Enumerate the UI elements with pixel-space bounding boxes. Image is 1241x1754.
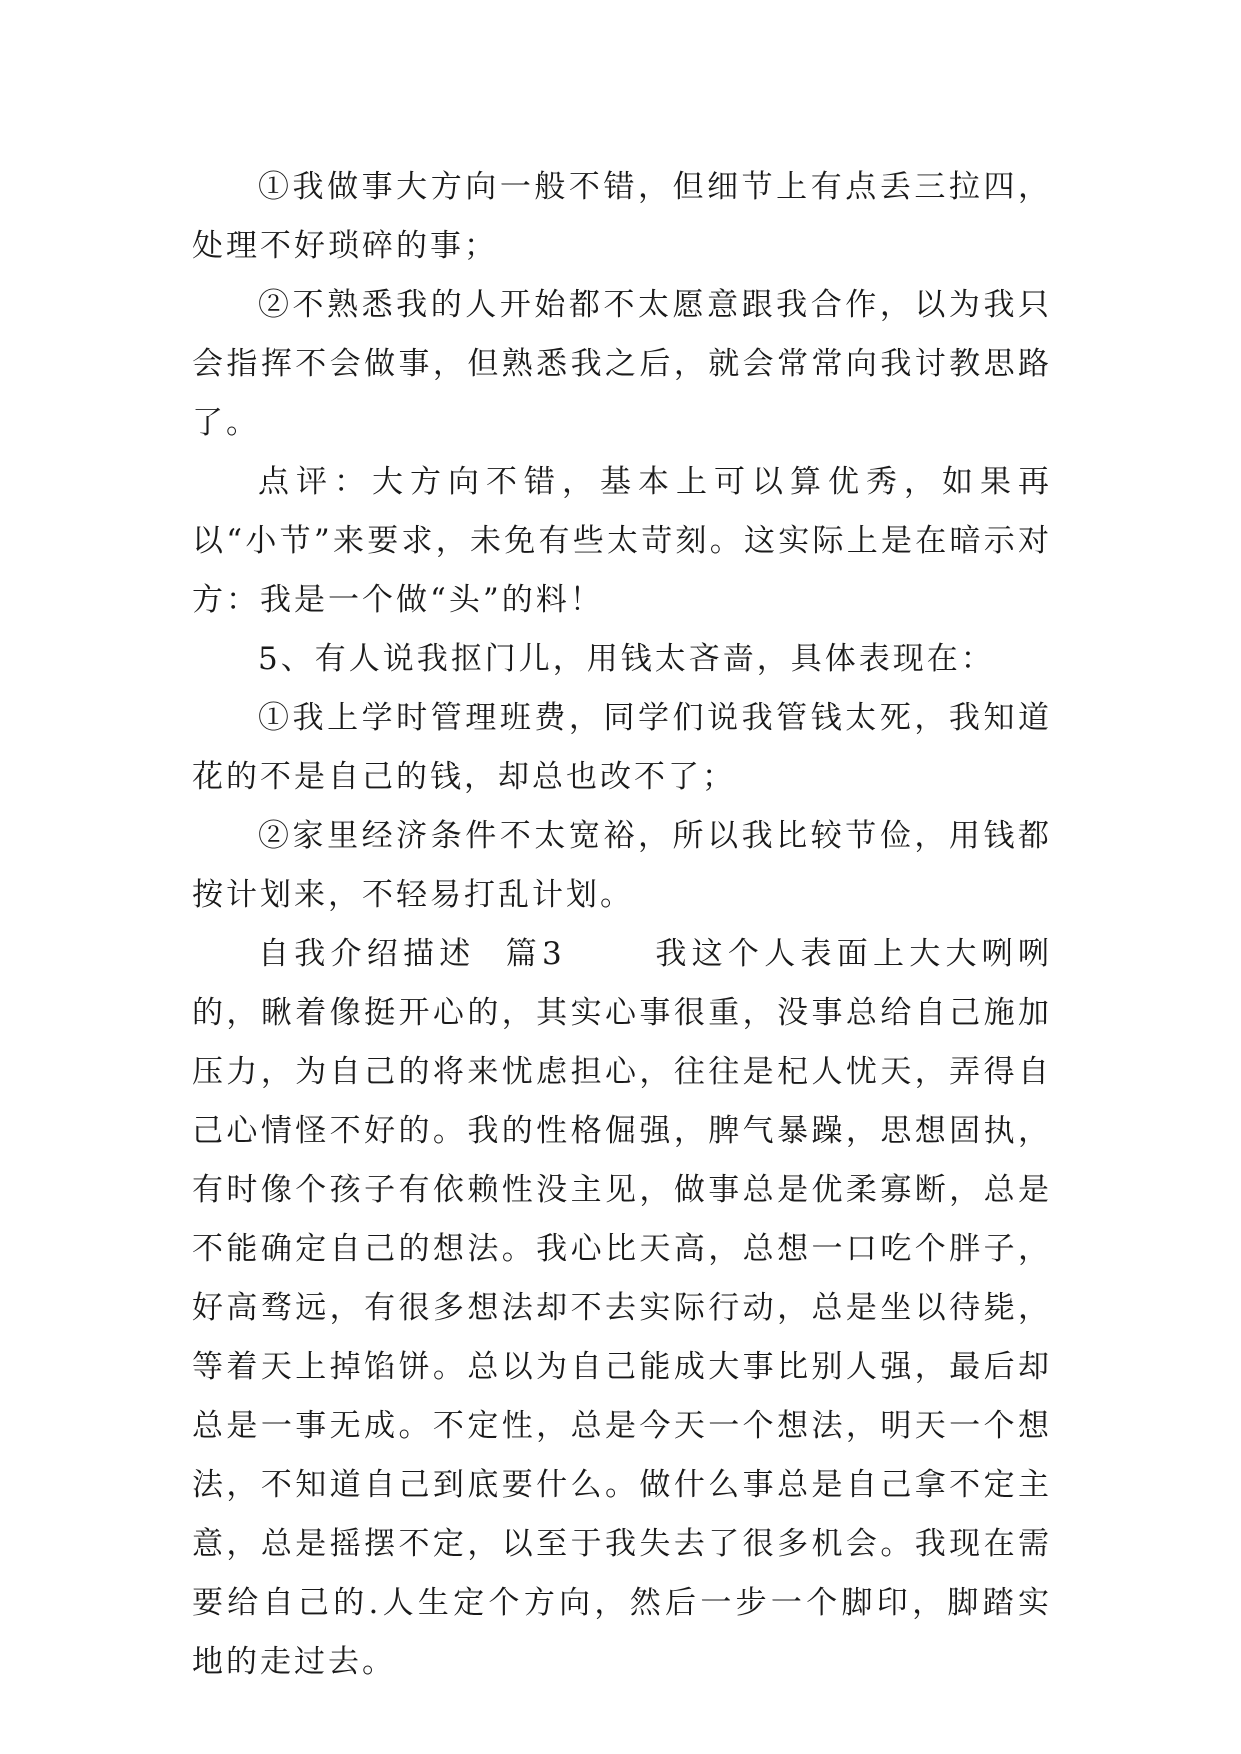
paragraph-class-fee: ①我上学时管理班费，同学们说我管钱太死，我知道花的不是自己的钱，却总也改不了； bbox=[192, 700, 1052, 795]
paragraph-comment: 点评：大方向不错，基本上可以算优秀，如果再以“小节”来要求，未免有些太苛刻。这实际上是在暗示对方：我是一个做“头”的料！ bbox=[192, 464, 1052, 618]
paragraph-cooperation: ②不熟悉我的人开始都不太愿意跟我合作，以为我只会指挥不会做事，但熟悉我之后，就会常常向我讨教思路了。 bbox=[192, 287, 1052, 441]
paragraph-self-intro-3: 自我介绍描述 篇3 我这个人表面上大大咧咧的，瞅着像挺开心的，其实心事很重，没事总给自己施加压力，为自己的将来忧虑担心，往往是杞人忧天，弄得自己心情怪不好的。我的性格倔强，脾气暴躁，思想固执，有时像个孩子有依赖性没主见，做事总是优柔寡断，总是不能确定自己的想法。我心比天高，总想一口吃个胖子，好高骛远，有很多想法却不去实际行动，总是坐以待毙，等着天上掉馅饼。总以为自己能成大事比别人强，最后却总是一事无成。不定性，总是今天一个想法，明天一个想法，不知道自己到底要什么。做什么事总是自己拿不定主意，总是摇摆不定，以至于我失去了很多机会。我现在需要给自己的.人生定个方向，然后一步一个脚印，脚踏实地的走过去。 bbox=[192, 936, 1052, 1680]
paragraph-detail-strengths: ①我做事大方向一般不错，但细节上有点丢三拉四，处理不好琐碎的事； bbox=[192, 169, 1052, 264]
paragraph-frugal: ②家里经济条件不太宽裕，所以我比较节俭，用钱都按计划来，不轻易打乱计划。 bbox=[192, 818, 1052, 913]
document-body bbox=[192, 158, 1052, 1692]
paragraph-point-5: 5、有人说我抠门儿，用钱太吝啬，具体表现在： bbox=[258, 641, 995, 677]
